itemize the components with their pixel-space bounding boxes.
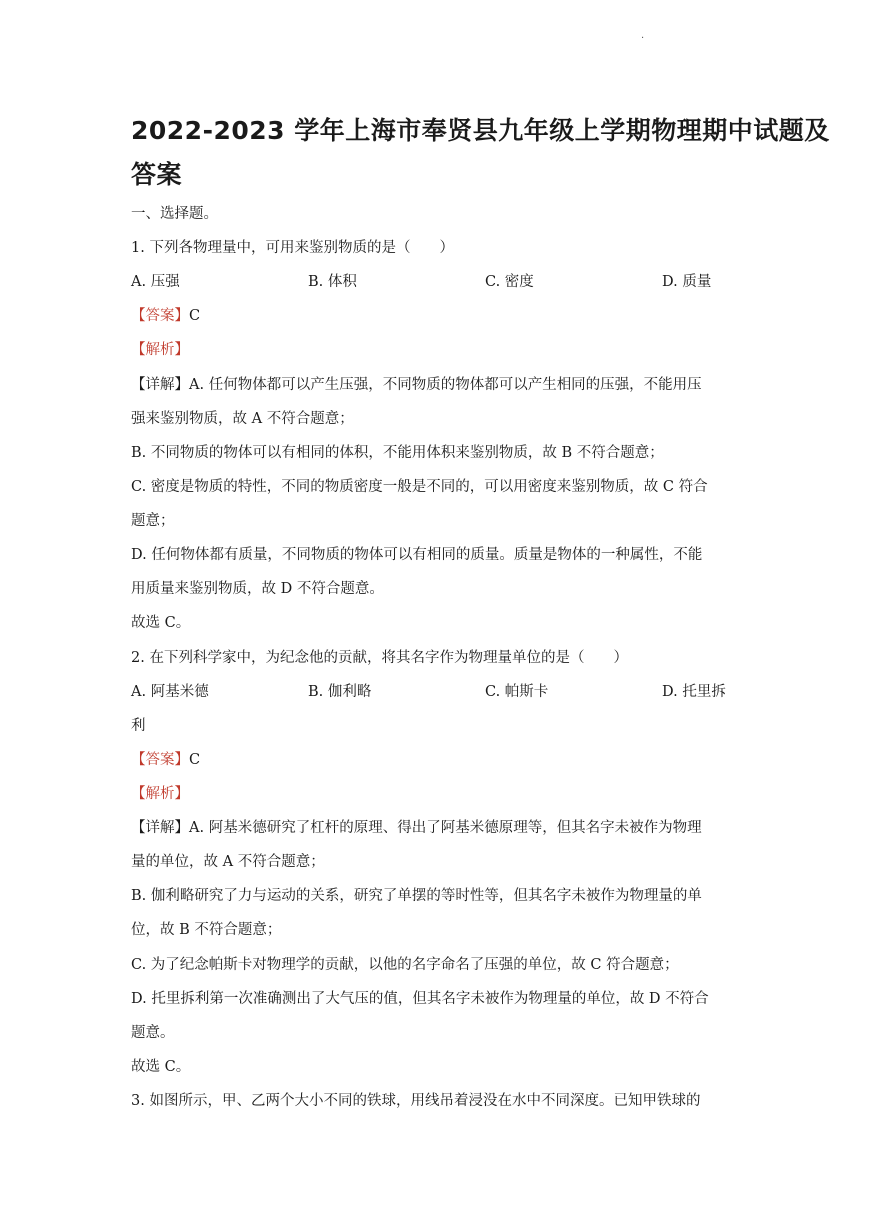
q2-option-a: A. 阿基米德 [131,684,209,700]
q1-detail-tag: 【详解】 [131,377,189,393]
q1-answer-tag: 【答案】 [131,308,189,324]
section-heading: 一、选择题。 [131,206,218,222]
q1-answer-value: C [189,308,201,324]
q2-detail-line-3: B. 伽利略研究了力与运动的关系，研究了单摆的等时性等，但其名字未被作为物理量的单 [131,888,702,904]
q2-option-b: B. 伽利略 [308,684,372,700]
q2-detail-line-8: 故选 C。 [131,1059,191,1075]
q1-detail-line-2: 强来鉴别物质，故 A 不符合题意； [131,411,354,427]
q1-detail-text-1: A. 任何物体都可以产生压强，不同物质的物体都可以产生相同的压强，不能用压 [189,377,702,393]
q1-detail-line-5: 题意； [131,513,175,529]
q2-detail-line-2: 量的单位，故 A 不符合题意； [131,854,325,870]
q1-option-a: A. 压强 [131,274,180,290]
q1-analysis-tag: 【解析】 [131,342,189,358]
q1-detail-line-6: D. 任何物体都有质量，不同物质的物体可以有相同的质量。质量是物体的一种属性，不能 [131,547,703,563]
q1-detail-line-8: 故选 C。 [131,615,191,631]
q1-option-c: C. 密度 [485,274,534,290]
q1-detail-line-7: 用质量来鉴别物质，故 D 不符合题意。 [131,581,384,597]
q2-analysis-tag: 【解析】 [131,786,189,802]
q1-option-d: D. 质量 [662,274,712,290]
q2-stem: 2. 在下列科学家中，为纪念他的贡献，将其名字作为物理量单位的是（ ） [131,650,628,666]
q2-detail-text-1: A. 阿基米德研究了杠杆的原理、得出了阿基米德原理等，但其名字未被作为物理 [189,820,702,836]
q2-detail-line-4: 位，故 B 不符合题意； [131,922,282,938]
q1-detail-line-4: C. 密度是物质的特性，不同的物质密度一般是不同的，可以用密度来鉴别物质，故 C 符合 [131,479,708,495]
q2-detail-line-7: 题意。 [131,1025,175,1041]
q2-answer-value: C [189,752,201,768]
q1-detail-line-3: B. 不同物质的物体可以有相同的体积，不能用体积来鉴别物质，故 B 不符合题意； [131,445,664,461]
q3-stem: 3. 如图所示，甲、乙两个大小不同的铁球，用线吊着浸没在水中不同深度。已知甲铁球的 [131,1093,701,1109]
document-title-line-1: 2022-2023 学年上海市奉贤县九年级上学期物理期中试题及 [131,116,830,145]
document-title-line-2: 答案 [131,160,183,189]
q2-answer [131,751,741,769]
q1-option-b: B. 体积 [308,274,357,290]
q2-answer-tag: 【答案】 [131,752,189,768]
q2-detail-tag: 【详解】 [131,820,189,836]
q2-detail-line-6: D. 托里拆利第一次准确测出了大气压的值，但其名字未被作为物理量的单位，故 D 不符合 [131,991,709,1007]
q1-detail-line-1 [131,376,741,394]
q1-stem: 1. 下列各物理量中，可用来鉴别物质的是（ ） [131,240,454,256]
q2-option-c: C. 帕斯卡 [485,684,549,700]
q2-detail-line-5: C. 为了纪念帕斯卡对物理学的贡献，以他的名字命名了压强的单位，故 C 符合题意； [131,957,679,973]
q1-answer [131,307,741,325]
header-mark: . [641,30,645,41]
q2-option-d: D. 托里拆 [662,684,726,700]
q2-option-d-wrap: 利 [131,718,146,734]
q2-detail-line-1 [131,819,741,837]
